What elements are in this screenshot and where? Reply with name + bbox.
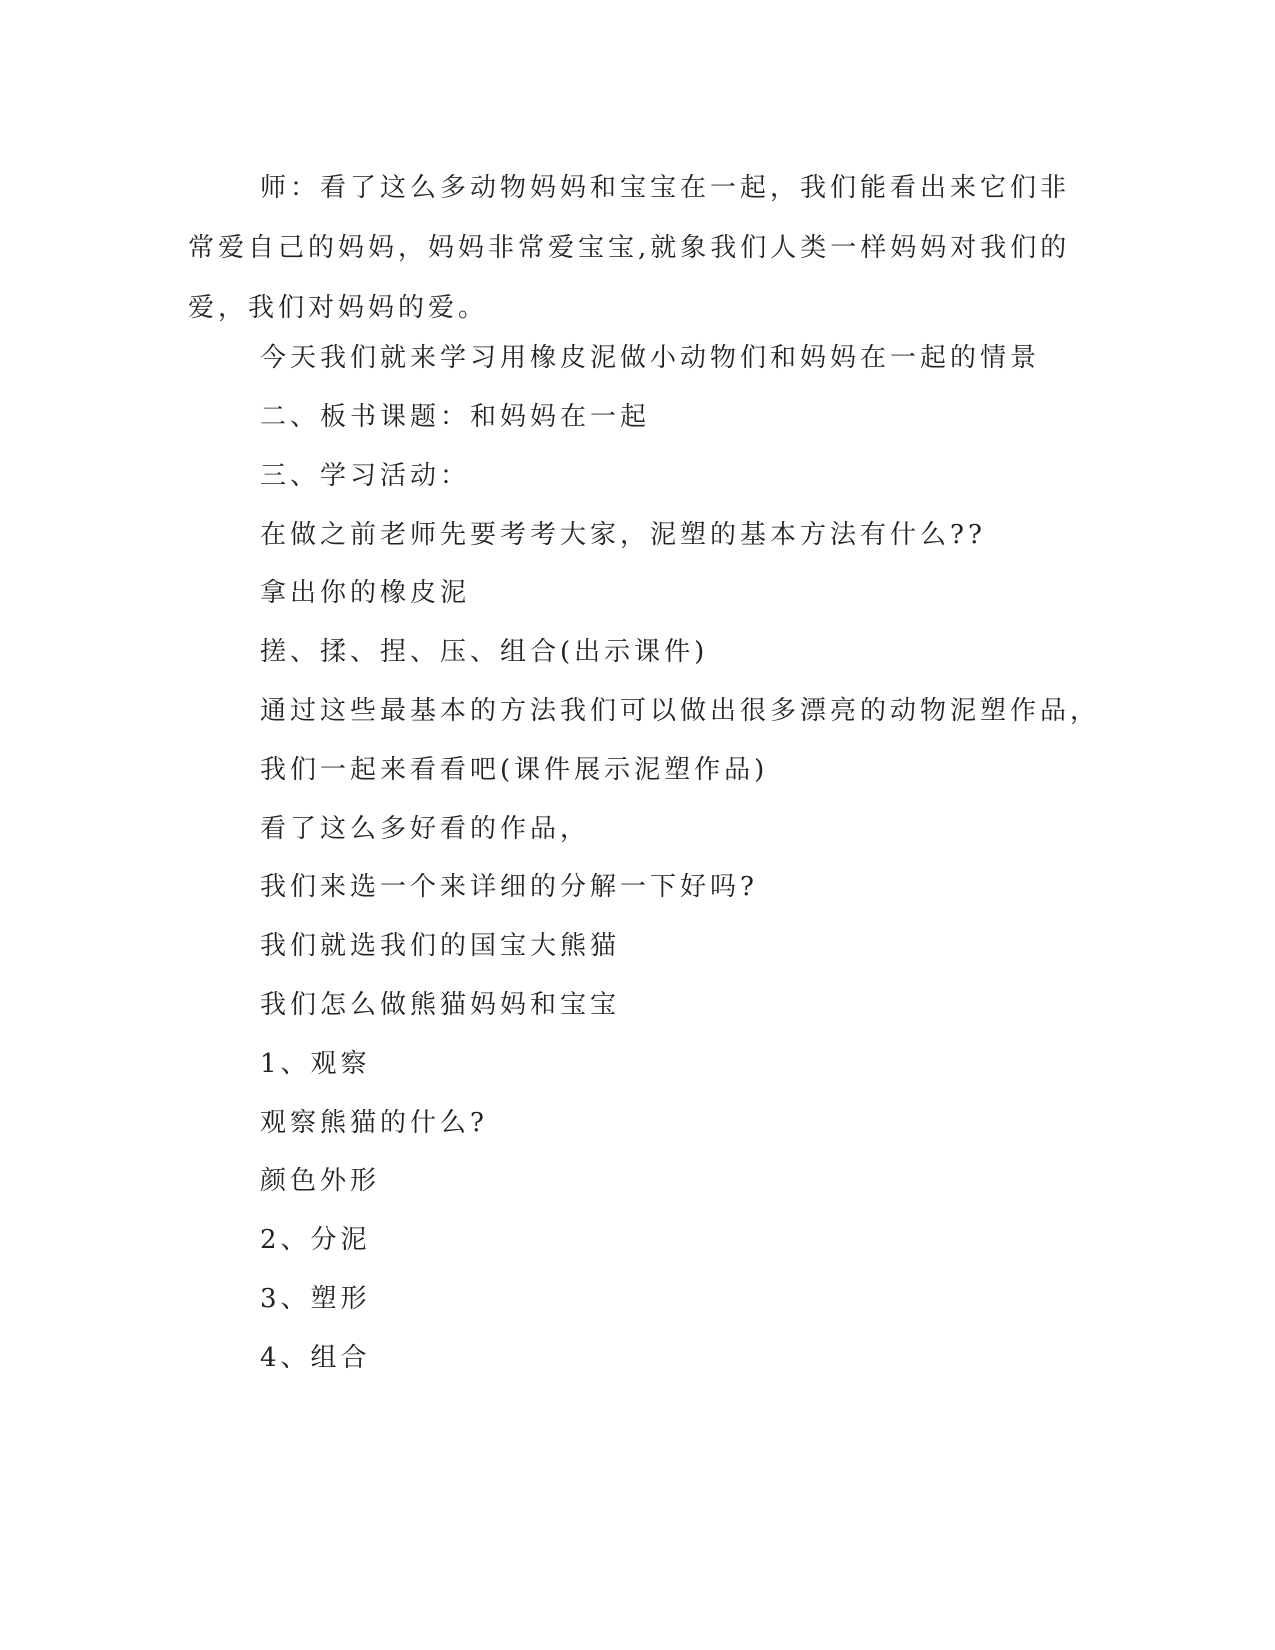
paragraph: 搓、揉、捏、压、组合(出示课件) [260, 637, 709, 667]
paragraph: 在做之前老师先要考考大家，泥塑的基本方法有什么?? [260, 520, 986, 550]
list-item: 3、塑形 [260, 1284, 371, 1314]
paragraph: 我们怎么做熊猫妈妈和宝宝 [260, 990, 621, 1020]
paragraph: 我们来选一个来详细的分解一下好吗? [260, 872, 758, 902]
paragraph-intro: 师：看了这么多动物妈妈和宝宝在一起，我们能看出来它们非常爱自己的妈妈，妈妈非常爱宝宝,就象我们人类一样妈妈对我们的爱，我们对妈妈的爱。 [188, 173, 1071, 323]
list-item: 4、组合 [260, 1343, 371, 1373]
paragraph: 拿出你的橡皮泥 [260, 578, 471, 608]
paragraph: 颜色外形 [260, 1166, 381, 1196]
list-item: 2、分泥 [260, 1225, 371, 1255]
paragraph: 看了这么多好看的作品， [260, 814, 591, 844]
section-heading: 三、学习活动： [260, 461, 471, 491]
paragraph: 我们一起来看看吧(课件展示泥塑作品) [260, 755, 769, 785]
section-heading: 二、板书课题：和妈妈在一起 [260, 402, 651, 432]
list-item: 1、观察 [260, 1049, 371, 1079]
paragraph: 通过这些最基本的方法我们可以做出很多漂亮的动物泥塑作品， [260, 696, 1101, 726]
paragraph: 我们就选我们的国宝大熊猫 [260, 931, 621, 961]
paragraph: 今天我们就来学习用橡皮泥做小动物们和妈妈在一起的情景 [260, 343, 1041, 373]
paragraph: 观察熊猫的什么? [260, 1108, 488, 1138]
